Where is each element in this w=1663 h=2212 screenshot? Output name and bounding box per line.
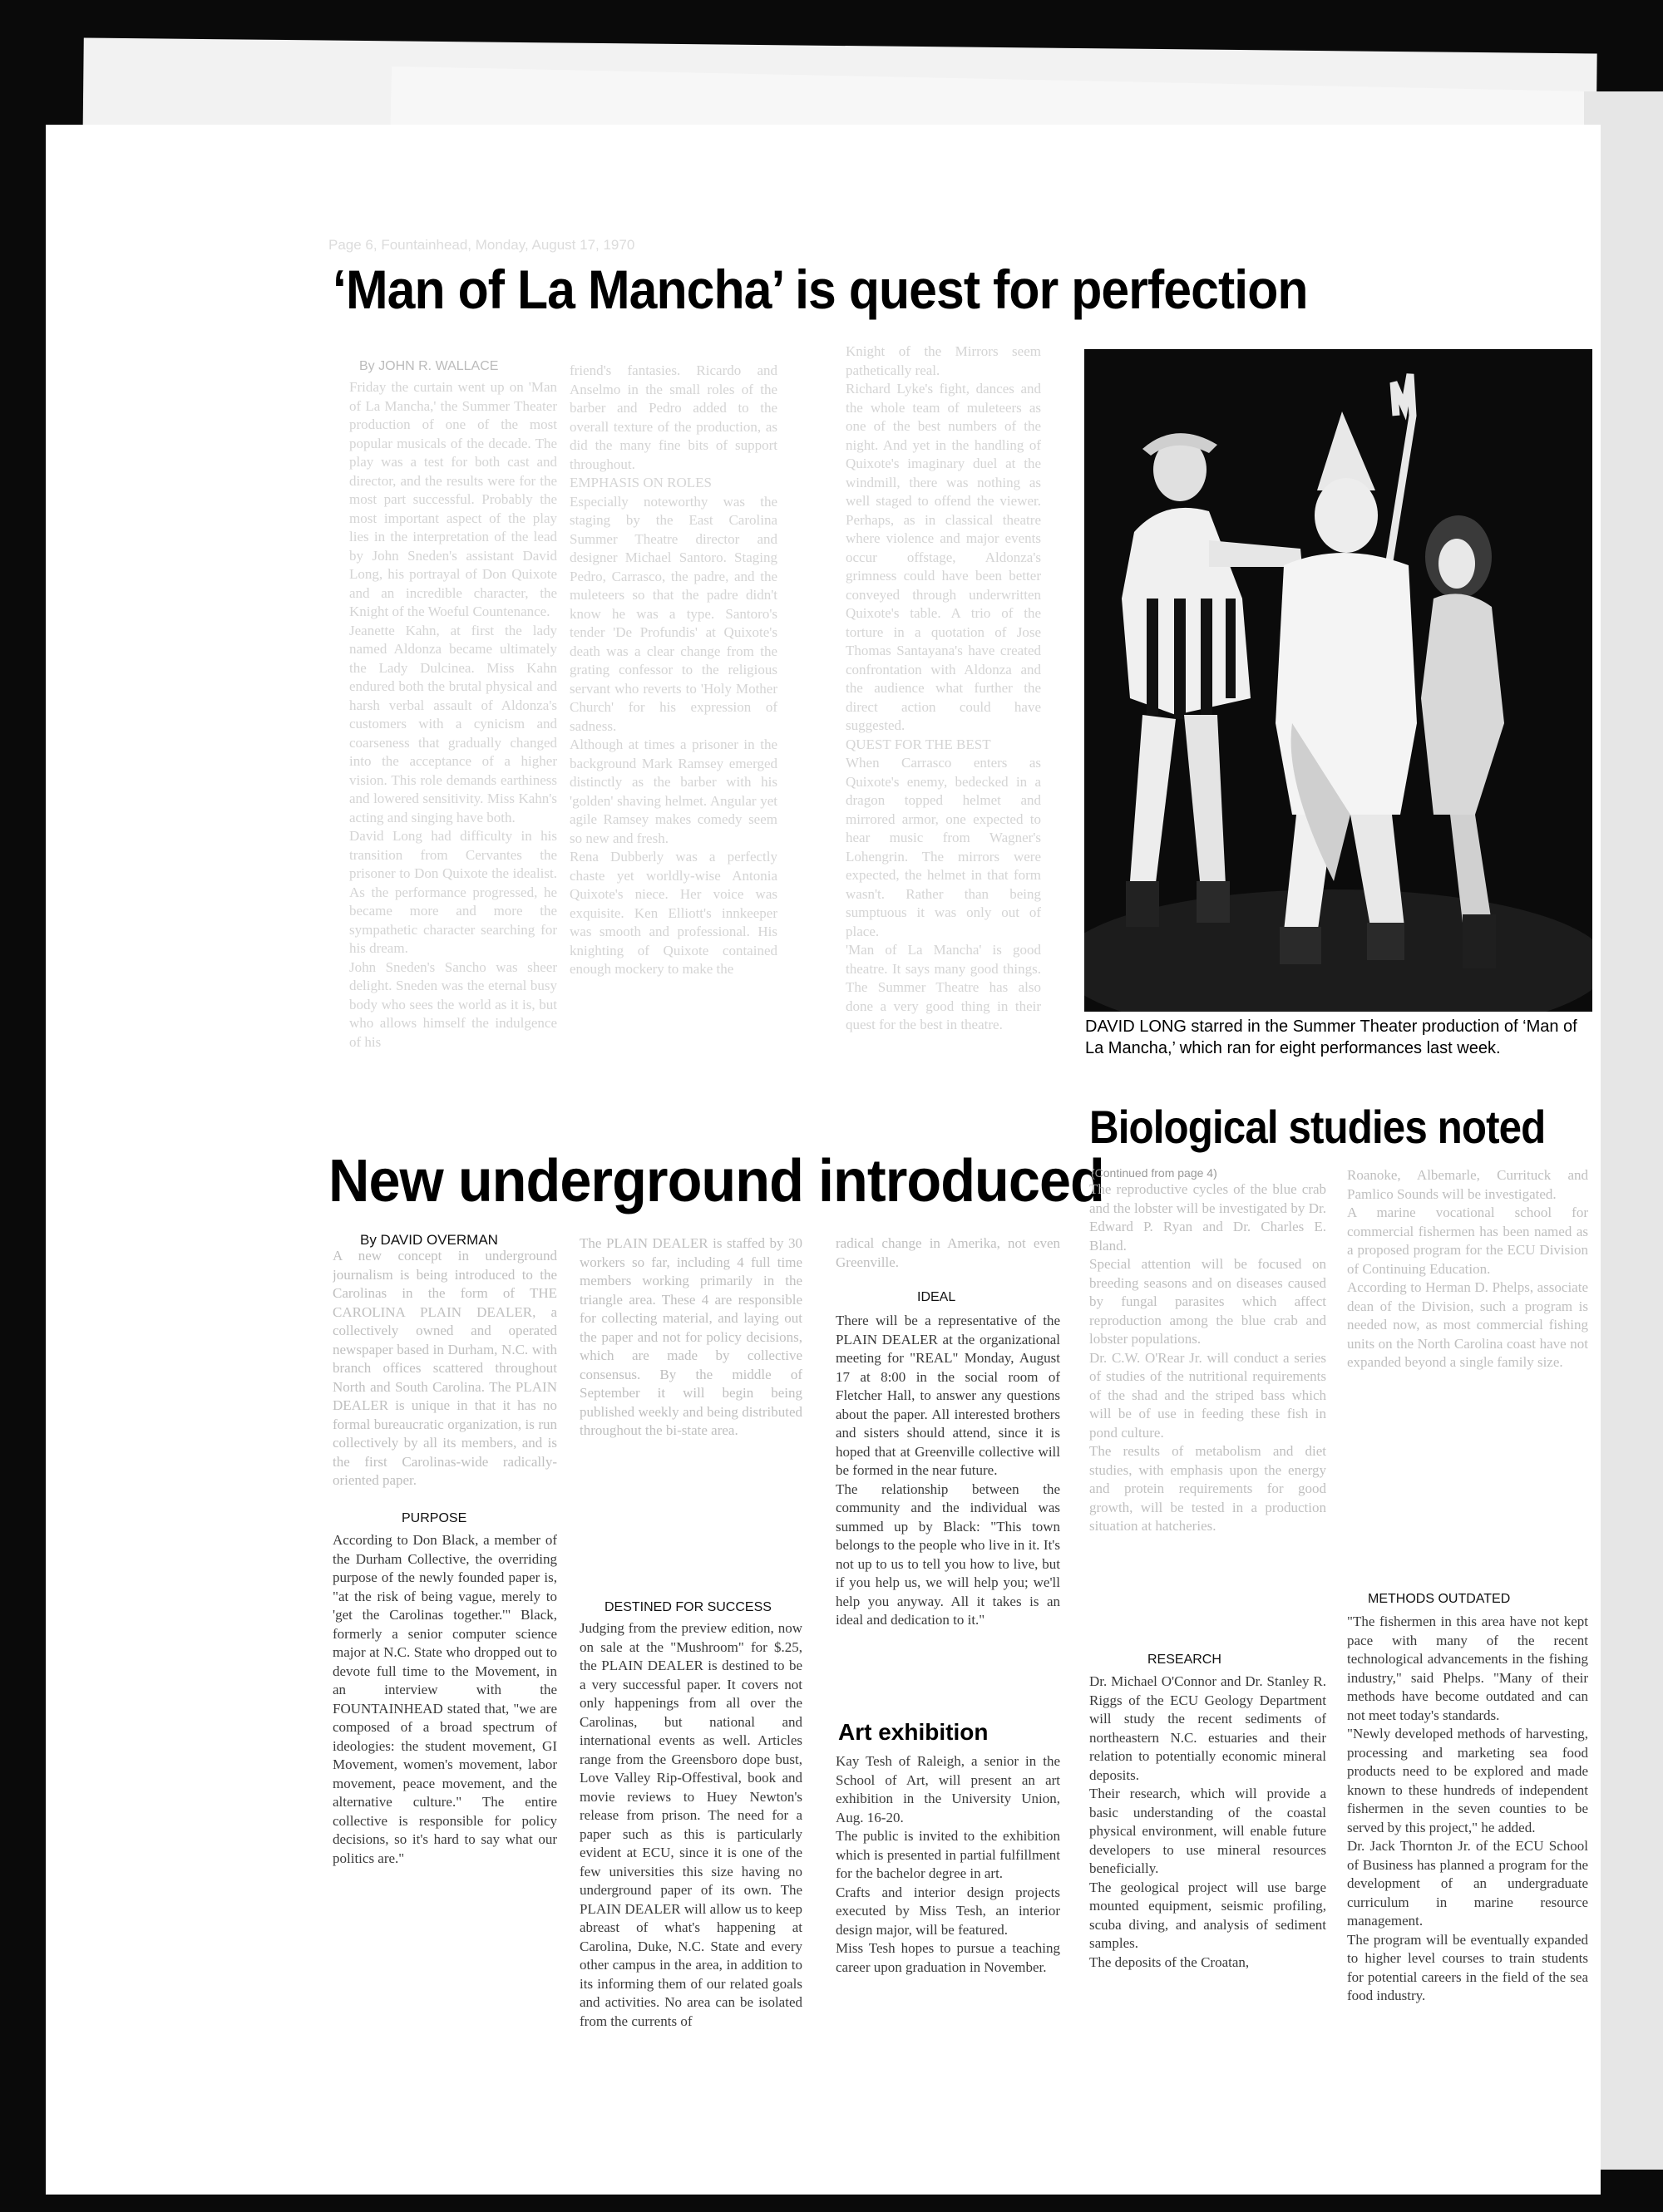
theater-photo [1084,349,1592,1012]
theater-scene-image [1084,349,1592,1012]
underground-column-3: radical change in Amerika, not even Greenville. [836,1235,1060,1270]
la-mancha-column-2: friend's fantasies. Ricardo and Anselmo in the small roles of the barber and Pedro added to the overall texture of the production, as did the many fine bits of support throughout. EMPHASIS ON ROLES Especially noteworthy was the staging by the East Carolina Summer Theatre director and designer Michael Santoro. Staging Pedro, Carrasco, the padre, and the muleteers so that the padre didn't know he was a type. Santoro's tender 'De Profundis' at Quixote's death was a clear change from the grating confessor to the religious servant who reverts to 'Holy Mother Church' for his expression of sadness. Although at times a prisoner in the background Mark Ramsey emerged distinctly as the barber with his 'golden' shaving helmet. Angular yet agile Ramsey makes comedy seem so new and fresh. Rena Dubberly was a perfectly chaste yet worldly-wise Antonia Quixote's niece. Her voice was exquisite. Ken Elliott's innkeeper was smooth and professional. His knighting of Quixote contained enough mockery to make the [570,362,777,977]
underground-column-1: A new concept in underground journalism is being introduced to the Carolinas in the form of THE CAROLINA PLAIN DEALER, a collectively owned and operated newspaper based in Durham, N.C. with branch offices scattered throughout North and South Carolina. The PLAIN DEALER is unique in that it has no formal bureaucratic organization, is run collectively by all its members, and is the first Carolinas-wide radically-oriented paper. [333,1248,557,1488]
subhead-research: RESEARCH [1147,1653,1221,1667]
byline-wallace: By JOHN R. WALLACE [359,359,499,373]
bio-column-2: Roanoke, Albemarle, Currituck and Pamlico Sounds will be investigated. A marine vocational school for commercial fishermen has been named as a proposed program for the ECU Division of Continuing Education. According to Herman D. Phelps, associate dean of the Division, such a program is needed now, as most commercial fishing units on the North Carolina coast have not expanded beyond a single family size. [1347,1167,1588,1370]
subhead-destined: DESTINED FOR SUCCESS [605,1600,772,1614]
headline-biological-studies: Biological studies noted [1089,1101,1546,1153]
la-mancha-column-1: Friday the curtain went up on 'Man of La Mancha,' the Summer Theater production of one of the most popular musicals of the decade. The play was a test for both cast and director, and the results were for the most part successful. Probably the most important aspect of the play lies in the interpretation of the lead by John Sneden's assistant David Long, his portrayal of Don Quixote and an incredible character, the Knight of the Woeful Countenance. Jeanette Kahn, at first the lady named Aldonza became ultimately the Lady Dulcinea. Miss Kahn endured both the brutal physical and harsh verbal assault of Aldonza's customers with a cynicism and coarseness that gradually changed into the acceptance of a higher vision. This role demands earthiness and lowered sensitivity. Miss Kahn's acting and singing have both. David Long had difficulty in his transition from Cervantes the prisoner to Don Quixote the idealist. As the performance progressed, he became more and more the sympathetic character searching for his dream. John Sneden's Sancho was sheer delight. Sneden was the eternal busy body who sees the world as it is, but who allows himself the indulgence of his [349,379,557,1050]
la-mancha-column-3: Knight of the Mirrors seem pathetically real. Richard Lyke's fight, dances and the whole team of muleteers as one of the best numbers of the night. And yet in the handling of Quixote's imaginary duel at the windmill, there was nothing as well staged to offend the viewer. Perhaps, as in classical theatre where violence and major events occur offstage, Aldonza's grimness could have been better conveyed through underwritten Quixote's table. A trio of the torture in a quotation of Jose Thomas Santayana's have created confrontation with Aldonza and the audience what further the direct action could have suggested. QUEST FOR THE BEST When Carrasco enters as Quixote's enemy, bedecked in a dragon topped helmet and mirrored armor, one expected to hear music from Wagner's Lohengrin. The mirrors were expected, the helmet in that form wasn't. Rather than being sumptuous it was only out of place. 'Man of La Mancha' is good theatre. It says many good things. The Summer Theatre has also done a very good thing in their quest for the best in theatre. [846,343,1041,1032]
photo-caption [1085,1016,1596,1059]
subhead-purpose: PURPOSE [402,1511,467,1525]
bio-column-1b: Dr. Michael O'Connor and Dr. Stanley R. Riggs of the ECU Geology Department will study the recent sediments of northeastern N.C. estuaries and their relation to potentially economic mineral deposits. Their research, which will provide a basic understanding of the coastal physical environment, will enable future developers to use mineral resources beneficially. The geological project will use barge mounted equipment, seismic profiling, scuba diving, and analysis of sediment samples. The deposits of the Croatan, [1089,1673,1326,1970]
headline-man-of-la-mancha: ‘Man of La Mancha’ is quest for perfection [333,259,1308,320]
caption-lead: DAVID LONG [1085,1017,1187,1036]
bio-column-1: The reproductive cycles of the blue crab and the lobster will be investigated by Dr. Edward P. Ryan and Dr. Charles E. Bland. Special attention will be focused on breeding seasons and on diseases caused by fungal parasites which affect reproduction among the blue crab and lobster populations. Dr. C.W. O'Rear Jr. will conduct a series of studies of the nutritional requirements of the shad and the striped bass which will be of use in feeding these fish in pond culture. The results of metabolism and diet studies, with emphasis upon the energy and protein requirements for good growth, will be tested in a production situation at hatcheries. [1089,1181,1326,1534]
continued-note: (Continued from page 4) [1091,1166,1217,1180]
subhead-ideal: IDEAL [917,1290,956,1304]
caption-text: starred in the Summer Theater production of ‘Man of La Mancha,’ which ran for eight performances last week. [1085,1017,1577,1057]
subhead-methods-outdated: METHODS OUTDATED [1368,1592,1511,1606]
byline-overman: By DAVID OVERMAN [360,1232,498,1248]
headline-art-exhibition: Art exhibition [838,1719,989,1745]
art-exhibition-body: Kay Tesh of Raleigh, a senior in the School of Art, will present an art exhibition in the University Union, Aug. 16-20. The public is invited to the exhibition which is presented in partial fulfillment for the bachelor degree in art. Crafts and interior design projects executed by Miss Tesh, an interior design major, will be featured. Miss Tesh hopes to pursue a teaching career upon graduation in November. [836,1753,1060,1975]
newspaper-page [46,125,1601,2195]
underground-column-1b: According to Don Black, a member of the Durham Collective, the overriding purpose of the newly founded paper is, "at the risk of being vague, merely to 'get the Carolinas together.'" Black, formerly a senior computer science major at N.C. State who dropped out to devote full time to the Movement, in an interview with the FOUNTAINHEAD stated that, "we are composed of a broad spectrum of ideologies: the student movement, GI Movement, women's movement, labor movement, peace movement, and the alternative culture." The entire collective is responsible for policy decisions, so it's hard to say what our politics are." [333,1532,557,1866]
bio-column-2b: "The fishermen in this area have not kept pace with many of the recent technological advancements in the fishing industry," said Phelps. "Many of their methods have become outdated and can not meet today's standards. "Newly developed methods of harvesting, processing and marketing sea food products need to be explored and made known to these hundreds of independent fishermen in the seven counties to be served by this project," he added. Dr. Jack Thornton Jr. of the ECU School of Business has planned a program for the development of an undergraduate curriculum in marine resource management. The program will be eventually expanded to higher level courses to train students for potential careers in the field of the sea food industry. [1347,1613,1588,2003]
underground-column-2: The PLAIN DEALER is staffed by 30 workers so far, including 4 full time members working primarily in the triangle area. These 4 are responsible for collecting material, and laying out the paper and not for policy decisions, which are made by collective consensus. By the middle of September it will begin being published weekly and being distributed throughout the bi-state area. [580,1235,802,1438]
underground-column-2b: Judging from the preview edition, now on sale at the "Mushroom" for $.25, the PLAIN DEALER is destined to be a very successful paper. It covers not only happenings from all over the Carolinas, but national and international events as well. Articles range from the Greensboro dope bust, Love Valley Rip-Offestival, book and movie reviews to Huey Newton's release from prison. The need for a paper such as this is particularly evident at ECU, since it is one of the few universities this size having no underground paper of its own. The PLAIN DEALER will allow us to keep abreast of what's happening at Carolina, Duke, N.C. State and every other campus in the area, in addition to its informing them of our related goals and activities. No area can be isolated from the currents of [580,1620,802,2029]
page-folio: Page 6, Fountainhead, Monday, August 17, 1970 [328,237,635,253]
underground-column-3b: There will be a representative of the PLAIN DEALER at the organizational meeting for "REAL" Monday, August 17 at 8:00 in the social room of Fletcher Hall, to answer any questions about the paper. All interested brothers and sisters should attend, since it is hoped that at Greenville collective will be formed in the near future. The relationship between the community and the individual was summed up by Black: "This town belongs to the people who live in it. It's not up to us to tell you how to live, but if you help us, we will help you; we'll help you anyway. All it takes is an ideal and dedication to it." [836,1313,1060,1628]
headline-new-underground: New underground introduced [328,1148,1104,1214]
